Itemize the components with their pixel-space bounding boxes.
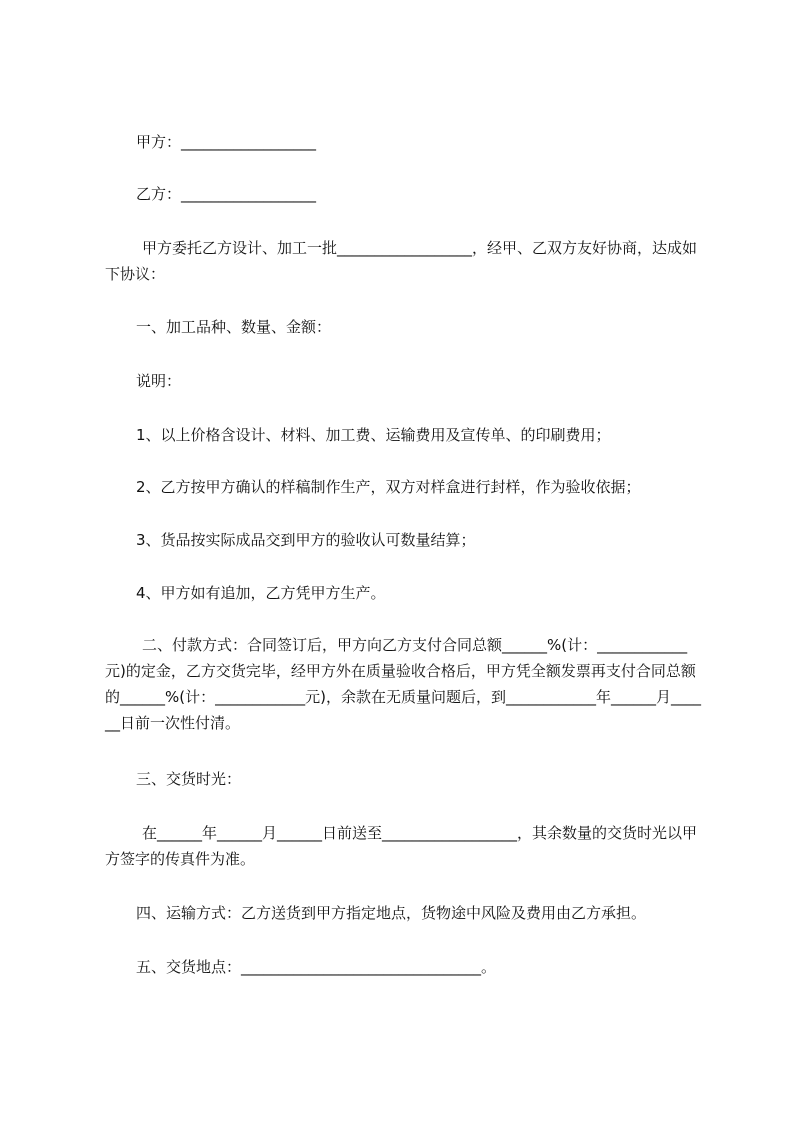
party-b-line: 乙方：__________________: [136, 185, 317, 203]
section-2-payment: 二、付款方式：合同签订后，甲方向乙方支付合同总额______%(计：____________元)的定金，乙方交货完毕，经甲方外在质量验收合格后，甲方凭全额发票再支付合同总额的______%(计：____________元)，余款在无质量问题后，到____________年______月______日前一次性付清。: [105, 636, 701, 732]
note-item-3: 3、货品按实际成品交到甲方的验收认可数量结算；: [136, 531, 476, 549]
section-1-title: 一、加工品种、数量、金额：: [136, 318, 332, 336]
note-item-4: 4、甲方如有追加，乙方凭甲方生产。: [136, 584, 386, 602]
notes-label: 说明：: [136, 372, 182, 390]
section-4-transport: 四、运输方式：乙方送货到甲方指定地点，货物途中风险及费用由乙方承担。: [136, 904, 647, 922]
section-3-body: 在______年______月______日前送至__________________，其余数量的交货时光以甲方签字的传真件为准。: [105, 824, 698, 868]
intro-paragraph: 甲方委托乙方设计、加工一批__________________，经甲、乙双方友好协商，达成如下协议：: [105, 239, 698, 283]
note-item-1: 1、以上价格含设计、材料、加工费、运输费用及宣传单、的印刷费用；: [136, 426, 611, 444]
section-3-title: 三、交货时光：: [136, 770, 242, 788]
party-a-line: 甲方：__________________: [136, 133, 317, 151]
section-5-location: 五、交货地点：________________________________。: [136, 958, 497, 976]
note-item-2: 2、乙方按甲方确认的样稿制作生产，双方对样盒进行封样，作为验收依据；: [136, 478, 641, 496]
